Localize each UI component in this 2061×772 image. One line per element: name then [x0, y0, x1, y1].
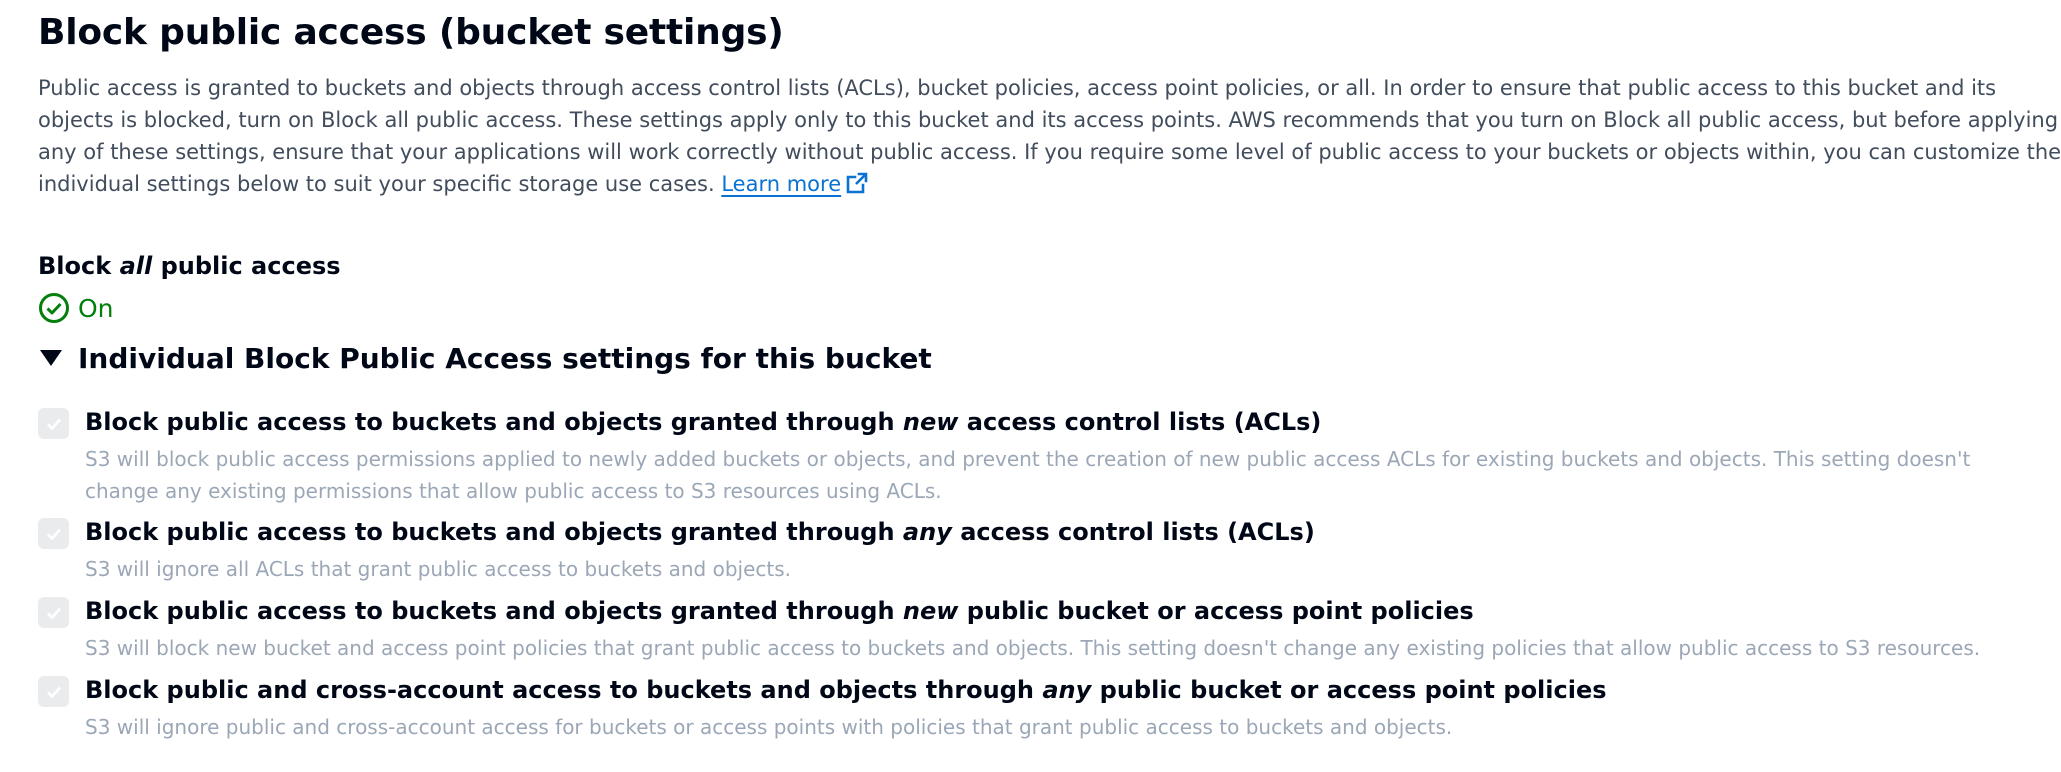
checkbox-new-acls[interactable] [38, 408, 69, 439]
checkmark-icon [44, 524, 64, 544]
intro-line-last [38, 168, 1578, 200]
setting-description-line: S3 will block public access permissions applied to newly added buckets or objects, and prevent the creation of new public access ACLs for existing buckets and objects. This setting doesn't [85, 447, 1971, 471]
setting-label-em: any [902, 518, 952, 546]
block-all-status [38, 291, 114, 325]
block-all-label [38, 252, 341, 280]
intro-line-text: individual settings below to suit your specific storage use cases. [38, 172, 715, 196]
setting-label-em: new [902, 408, 959, 436]
setting-label-pre: Block public and cross-account access to buckets and objects through [85, 676, 1043, 704]
caret-down-icon [38, 348, 64, 368]
setting-label-post: access control lists (ACLs) [951, 518, 1315, 546]
external-link-icon [845, 171, 869, 195]
setting-description-line: S3 will ignore public and cross-account access for buckets or access points with policies that grant public access to buckets and objects. [85, 715, 1453, 739]
checkmark-icon [44, 603, 64, 623]
block-all-label-em: all [119, 252, 153, 280]
checkmark-icon [44, 682, 64, 702]
setting-description-line: change any existing permissions that allow public access to S3 resources using ACLs. [85, 479, 942, 503]
bucket-settings-panel [38, 0, 2061, 772]
checkbox-new-policies[interactable] [38, 597, 69, 628]
setting-label-post: public bucket or access point policies [1091, 676, 1607, 704]
checkbox-any-policies[interactable] [38, 676, 69, 707]
block-all-label-pre: Block [38, 252, 120, 280]
setting-label [85, 405, 1321, 439]
intro-paragraph [38, 72, 2061, 200]
setting-description [85, 553, 791, 585]
intro-line: objects is blocked, turn on Block all public access. These settings apply only to this bucket and its access points. AWS recommends that you turn on Block all public access, but before applying [38, 108, 2059, 132]
block-all-label-post: public access [152, 252, 341, 280]
setting-label-pre: Block public access to buckets and objects granted through [85, 518, 903, 546]
setting-description [85, 443, 1970, 507]
checkmark-icon [44, 414, 64, 434]
setting-label-post: access control lists (ACLs) [958, 408, 1322, 436]
learn-more-text: Learn more [721, 172, 842, 196]
setting-label-em: any [1042, 676, 1092, 704]
individual-settings-expander[interactable] [38, 338, 932, 378]
status-text: On [78, 293, 114, 323]
setting-description-line: S3 will ignore all ACLs that grant public access to buckets and objects. [85, 557, 792, 581]
setting-label [85, 515, 1315, 549]
setting-description-line: S3 will block new bucket and access point policies that grant public access to buckets and objects. This setting doesn't change any existing policies that allow public access to S3 resources. [85, 636, 1981, 660]
setting-description [85, 632, 1980, 664]
setting-label-em: new [902, 597, 959, 625]
intro-line: Public access is granted to buckets and objects through access control lists (ACLs), bucket policies, access point policies, or all. In order to ensure that public access to this bucket and its [38, 76, 1997, 100]
setting-label-pre: Block public access to buckets and objects granted through [85, 597, 903, 625]
setting-label-pre: Block public access to buckets and objects granted through [85, 408, 903, 436]
expander-heading: Individual Block Public Access settings for this bucket [78, 341, 932, 375]
intro-line: any of these settings, ensure that your applications will work correctly without public access. If you require some level of public access to your buckets or objects within, you can customize the [38, 140, 2061, 164]
learn-more-link[interactable] [721, 172, 869, 196]
setting-label [85, 594, 1474, 628]
setting-description [85, 711, 1452, 743]
setting-label-post: public bucket or access point policies [958, 597, 1474, 625]
checkbox-any-acls[interactable] [38, 518, 69, 549]
check-circle-icon [38, 292, 70, 324]
setting-label [85, 673, 1607, 707]
page-title: Block public access (bucket settings) [38, 12, 784, 53]
